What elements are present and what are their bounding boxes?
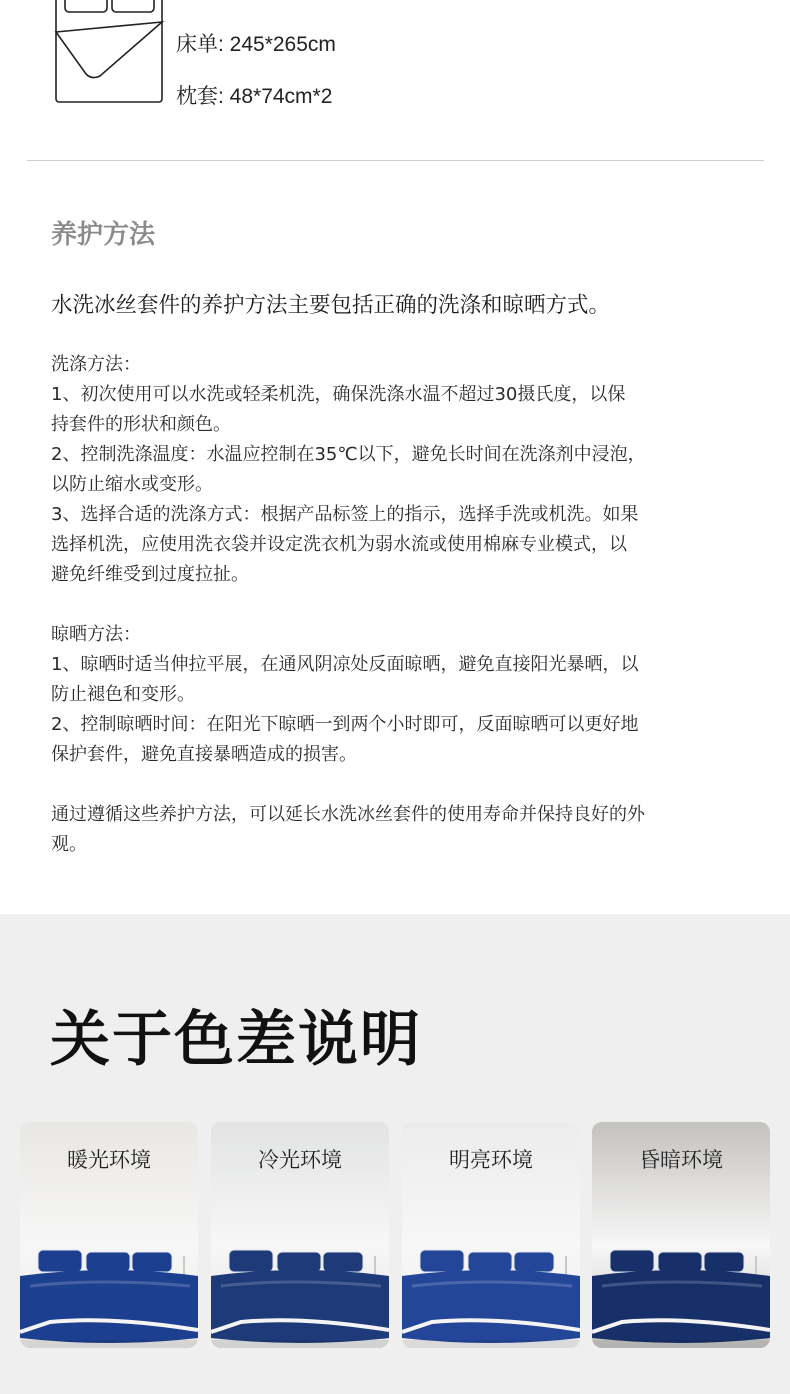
bed-photo	[20, 1242, 198, 1348]
pillow	[86, 1252, 130, 1272]
env-card-bright	[402, 1122, 580, 1348]
wash-line: 避免纤维受到过度拉扯。	[51, 564, 249, 585]
bed-photo	[211, 1242, 389, 1348]
closing-line: 通过遵循这些养护方法，可以延长水洗冰丝套件的使用寿命并保持良好的外	[51, 804, 645, 825]
wash-line: 2、控制洗涤温度：水温应控制在35℃以下，避免长时间在洗涤剂中浸泡，	[51, 444, 646, 465]
env-card-dim	[592, 1122, 770, 1348]
dry-line: 晾晒方法：	[51, 624, 141, 645]
pillow	[132, 1252, 172, 1272]
pillow	[38, 1250, 82, 1272]
dry-line: 防止褪色和变形。	[51, 684, 195, 705]
wash-line: 持套件的形状和颜色。	[51, 414, 231, 435]
color-difference-section	[0, 914, 790, 1394]
env-card-warm	[20, 1122, 198, 1348]
env-label: 暖光环境	[67, 1148, 151, 1172]
dry-line: 保护套件，避免直接暴晒造成的损害。	[51, 744, 357, 765]
wash-line: 选择机洗，应使用洗衣袋并设定洗衣机为弱水流或使用棉麻专业模式，以	[51, 534, 627, 555]
floor-shadow	[20, 1340, 198, 1348]
env-label: 明亮环境	[449, 1148, 533, 1172]
pillowcase-size-text: 枕套: 48*74cm*2	[176, 85, 333, 108]
pillow	[229, 1250, 273, 1272]
wash-line: 3、选择合适的洗涤方式：根据产品标签上的指示，选择手洗或机洗。如果	[51, 504, 639, 525]
env-card-cool	[211, 1122, 389, 1348]
care-section-title: 养护方法	[51, 220, 156, 250]
sheet-size-text: 床单: 245*265cm	[176, 33, 336, 56]
pillow	[468, 1252, 512, 1272]
floor-shadow	[592, 1340, 770, 1348]
pillow	[658, 1252, 702, 1272]
pillow	[610, 1250, 654, 1272]
pillow	[277, 1252, 321, 1272]
color-difference-title: 关于色差说明	[50, 1005, 422, 1075]
wash-line: 1、初次使用可以水洗或轻柔机洗，确保洗涤水温不超过30摄氏度，以保	[51, 384, 626, 405]
floor-shadow	[402, 1340, 580, 1348]
pillow	[420, 1250, 464, 1272]
bed-photo	[592, 1242, 770, 1348]
pillow	[514, 1252, 554, 1272]
wash-line: 洗涤方法：	[51, 354, 141, 375]
size-spec-section	[0, 0, 790, 160]
section-divider	[27, 160, 764, 161]
floor-shadow	[211, 1340, 389, 1348]
dry-line: 1、晾晒时适当伸拉平展，在通风阴凉处反面晾晒，避免直接阳光暴晒，以	[51, 654, 639, 675]
care-lead-text: 水洗冰丝套件的养护方法主要包括正确的洗涤和晾晒方式。	[51, 293, 611, 318]
bed-sheet-icon	[52, 0, 166, 106]
env-label: 昏暗环境	[639, 1148, 723, 1172]
env-label: 冷光环境	[258, 1148, 342, 1172]
wash-line: 以防止缩水或变形。	[51, 474, 213, 495]
closing-line: 观。	[51, 834, 87, 855]
dry-line: 2、控制晾晒时间：在阳光下晾晒一到两个小时即可，反面晾晒可以更好地	[51, 714, 639, 735]
bed-photo	[402, 1242, 580, 1348]
pillow	[704, 1252, 744, 1272]
pillow	[323, 1252, 363, 1272]
